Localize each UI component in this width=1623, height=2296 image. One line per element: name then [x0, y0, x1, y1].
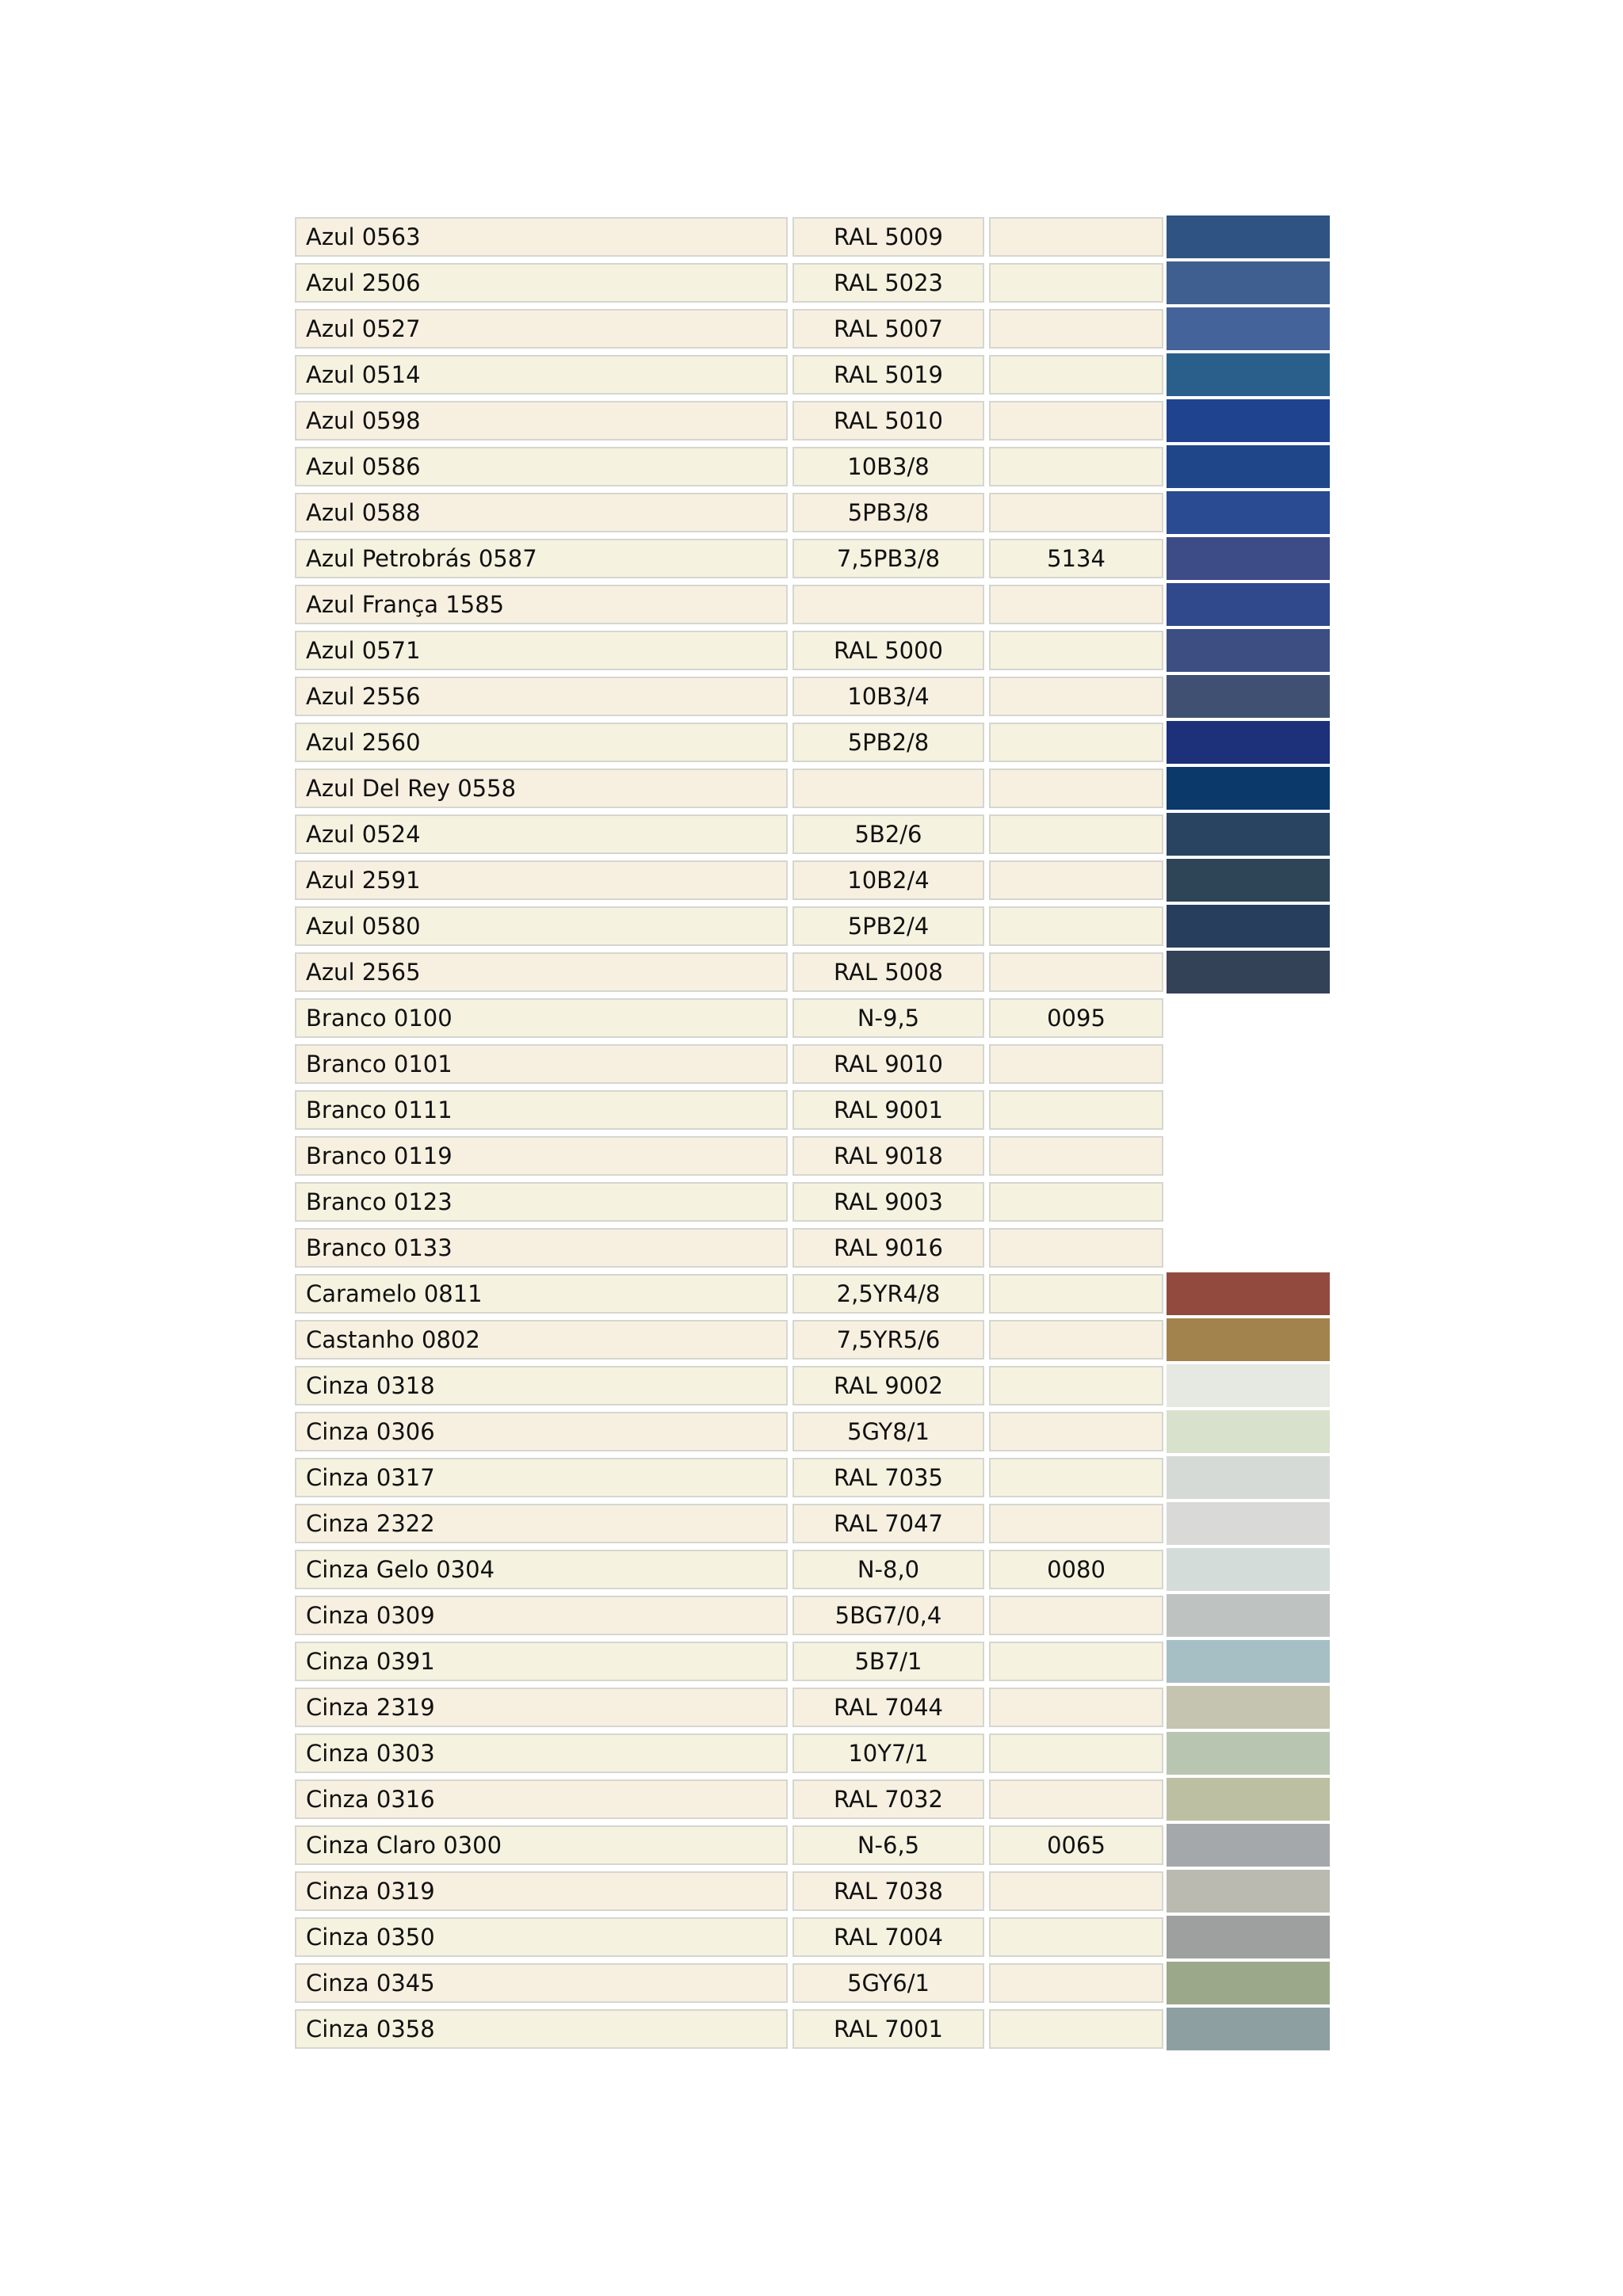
color-code-cell: N-9,5 [792, 998, 984, 1038]
color-name-cell: Cinza 0319 [295, 1871, 788, 1911]
color-code-cell: 5PB2/8 [792, 723, 984, 762]
color-table [295, 215, 1330, 2054]
color-swatch [1167, 537, 1330, 580]
table-row [295, 767, 1330, 813]
color-name-cell: Cinza 0309 [295, 1596, 788, 1635]
table-row [295, 261, 1330, 307]
color-code-cell: RAL 9001 [792, 1090, 984, 1130]
color-name-cell: Cinza 0303 [295, 1733, 788, 1773]
color-code-cell: RAL 7001 [792, 2009, 984, 2049]
color-reference-cell [989, 447, 1163, 486]
table-row [295, 307, 1330, 353]
color-code-cell: RAL 5000 [792, 631, 984, 670]
color-code-cell: 5PB3/8 [792, 493, 984, 532]
color-name-cell: Castanho 0802 [295, 1320, 788, 1360]
color-swatch [1167, 1364, 1330, 1407]
color-name-cell: Azul 2506 [295, 263, 788, 303]
color-reference-cell [989, 906, 1163, 946]
table-row [295, 445, 1330, 491]
color-code-cell: 10B3/8 [792, 447, 984, 486]
table-row [295, 1089, 1330, 1135]
color-swatch [1167, 1318, 1330, 1361]
table-row [295, 399, 1330, 445]
color-reference-cell [989, 1044, 1163, 1084]
color-code-cell: N-6,5 [792, 1825, 984, 1865]
color-swatch [1167, 307, 1330, 350]
color-swatch [1167, 1732, 1330, 1775]
color-reference-cell [989, 952, 1163, 992]
color-swatch [1167, 1548, 1330, 1591]
color-reference-cell [989, 401, 1163, 441]
color-name-cell: Azul Del Rey 0558 [295, 769, 788, 808]
color-reference-cell [989, 585, 1163, 624]
color-code-cell: RAL 5019 [792, 355, 984, 395]
color-code-cell: RAL 5023 [792, 263, 984, 303]
color-reference-cell [989, 1642, 1163, 1681]
color-name-cell: Azul 2556 [295, 677, 788, 716]
color-reference-cell [989, 1182, 1163, 1222]
color-swatch [1167, 491, 1330, 534]
color-swatch [1167, 583, 1330, 626]
color-reference-cell [989, 309, 1163, 349]
color-name-cell: Azul 0586 [295, 447, 788, 486]
color-name-cell: Azul 2565 [295, 952, 788, 992]
color-swatch [1167, 1640, 1330, 1683]
color-swatch [1167, 1502, 1330, 1545]
color-swatch [1167, 353, 1330, 396]
color-reference-cell [989, 1274, 1163, 1314]
color-reference-cell [989, 1596, 1163, 1635]
color-swatch [1167, 629, 1330, 672]
color-name-cell: Azul 2591 [295, 860, 788, 900]
color-code-cell: RAL 7004 [792, 1917, 984, 1957]
table-row [295, 629, 1330, 675]
color-name-cell: Azul 0524 [295, 814, 788, 854]
color-swatch [1167, 1778, 1330, 1821]
color-code-cell: 7,5PB3/8 [792, 539, 984, 578]
table-row [295, 1962, 1330, 2008]
color-code-cell: 5BG7/0,4 [792, 1596, 984, 1635]
color-code-cell: RAL 9010 [792, 1044, 984, 1084]
color-code-cell: 5GY8/1 [792, 1412, 984, 1451]
color-name-cell: Branco 0133 [295, 1228, 788, 1268]
color-name-cell: Azul 0580 [295, 906, 788, 946]
table-row [295, 1870, 1330, 1916]
color-name-cell: Cinza 0316 [295, 1779, 788, 1819]
table-row [295, 997, 1330, 1043]
color-reference-cell [989, 1871, 1163, 1911]
color-reference-cell [989, 1366, 1163, 1405]
color-swatch [1167, 215, 1330, 258]
color-swatch [1167, 2008, 1330, 2050]
color-code-cell [792, 769, 984, 808]
color-swatch [1167, 951, 1330, 994]
table-row [295, 1916, 1330, 1962]
color-swatch [1167, 1916, 1330, 1958]
color-name-cell: Cinza 0345 [295, 1963, 788, 2003]
table-row [295, 1824, 1330, 1870]
color-swatch [1167, 399, 1330, 442]
color-reference-cell [989, 860, 1163, 900]
table-row [295, 721, 1330, 767]
color-code-cell: RAL 9016 [792, 1228, 984, 1268]
color-name-cell: Azul 0514 [295, 355, 788, 395]
color-swatch [1167, 261, 1330, 304]
color-name-cell: Azul 0563 [295, 217, 788, 257]
color-reference-cell: 0065 [989, 1825, 1163, 1865]
color-reference-cell [989, 814, 1163, 854]
color-code-cell: RAL 7044 [792, 1688, 984, 1727]
color-code-cell: RAL 5009 [792, 217, 984, 257]
table-row [295, 1732, 1330, 1778]
color-swatch [1167, 1686, 1330, 1729]
table-row [295, 813, 1330, 859]
color-swatch [1167, 1962, 1330, 2004]
color-code-cell: 5GY6/1 [792, 1963, 984, 2003]
color-code-cell: RAL 7047 [792, 1504, 984, 1543]
color-reference-cell [989, 723, 1163, 762]
color-reference-cell [989, 1917, 1163, 1957]
table-row [295, 2008, 1330, 2054]
table-row [295, 1778, 1330, 1824]
color-reference-cell [989, 631, 1163, 670]
color-name-cell: Azul Petrobrás 0587 [295, 539, 788, 578]
color-swatch [1167, 813, 1330, 856]
table-row [295, 537, 1330, 583]
color-name-cell: Cinza 0391 [295, 1642, 788, 1681]
color-reference-cell [989, 2009, 1163, 2049]
color-reference-cell [989, 1412, 1163, 1451]
color-reference-cell [989, 493, 1163, 532]
color-reference-cell [989, 1228, 1163, 1268]
table-row [295, 1410, 1330, 1456]
table-row [295, 1548, 1330, 1594]
color-code-cell: 10B3/4 [792, 677, 984, 716]
color-code-cell: 10B2/4 [792, 860, 984, 900]
table-row [295, 905, 1330, 951]
color-code-cell: 10Y7/1 [792, 1733, 984, 1773]
color-name-cell: Cinza Claro 0300 [295, 1825, 788, 1865]
color-name-cell: Cinza 2319 [295, 1688, 788, 1727]
color-name-cell: Azul 2560 [295, 723, 788, 762]
color-code-cell: 5B2/6 [792, 814, 984, 854]
table-row [295, 1226, 1330, 1272]
color-name-cell: Branco 0111 [295, 1090, 788, 1130]
table-row [295, 491, 1330, 537]
color-name-cell: Azul 0588 [295, 493, 788, 532]
color-swatch [1167, 721, 1330, 764]
table-row [295, 1594, 1330, 1640]
color-code-cell: RAL 5007 [792, 309, 984, 349]
color-reference-cell [989, 1090, 1163, 1130]
color-swatch [1167, 859, 1330, 902]
color-swatch [1167, 675, 1330, 718]
color-code-cell: RAL 9018 [792, 1136, 984, 1176]
color-code-cell: RAL 5010 [792, 401, 984, 441]
table-row [295, 1686, 1330, 1732]
color-reference-cell [989, 1688, 1163, 1727]
color-code-cell: N-8,0 [792, 1550, 984, 1589]
color-name-cell: Cinza 0358 [295, 2009, 788, 2049]
table-row [295, 1640, 1330, 1686]
color-name-cell: Branco 0123 [295, 1182, 788, 1222]
color-code-cell: 2,5YR4/8 [792, 1274, 984, 1314]
color-reference-cell [989, 263, 1163, 303]
color-name-cell: Azul 0571 [295, 631, 788, 670]
table-row [295, 1135, 1330, 1180]
color-reference-cell [989, 1504, 1163, 1543]
table-row [295, 215, 1330, 261]
color-swatch [1167, 1410, 1330, 1453]
color-name-cell: Cinza Gelo 0304 [295, 1550, 788, 1589]
table-row [295, 1180, 1330, 1226]
color-reference-cell [989, 1458, 1163, 1497]
color-swatch [1167, 1272, 1330, 1315]
color-code-cell: RAL 7038 [792, 1871, 984, 1911]
color-swatch [1167, 1456, 1330, 1499]
table-row [295, 1272, 1330, 1318]
color-reference-cell [989, 1136, 1163, 1176]
table-row [295, 1456, 1330, 1502]
table-row [295, 859, 1330, 905]
color-code-cell: 5B7/1 [792, 1642, 984, 1681]
color-code-cell: 5PB2/4 [792, 906, 984, 946]
color-name-cell: Cinza 2322 [295, 1504, 788, 1543]
color-swatch [1167, 1870, 1330, 1913]
color-code-cell: RAL 9003 [792, 1182, 984, 1222]
color-swatch [1167, 1594, 1330, 1637]
color-reference-cell [989, 1733, 1163, 1773]
color-name-cell: Cinza 0318 [295, 1366, 788, 1405]
color-code-cell [792, 585, 984, 624]
color-reference-cell [989, 355, 1163, 395]
color-name-cell: Cinza 0317 [295, 1458, 788, 1497]
color-swatch [1167, 905, 1330, 948]
color-swatch [1167, 767, 1330, 810]
color-code-cell: 7,5YR5/6 [792, 1320, 984, 1360]
color-reference-cell: 0095 [989, 998, 1163, 1038]
color-code-cell: RAL 7035 [792, 1458, 984, 1497]
table-row [295, 1318, 1330, 1364]
table-row [295, 353, 1330, 399]
color-name-cell: Azul 0527 [295, 309, 788, 349]
color-name-cell: Caramelo 0811 [295, 1274, 788, 1314]
color-code-cell: RAL 7032 [792, 1779, 984, 1819]
table-row [295, 951, 1330, 997]
table-row [295, 1043, 1330, 1089]
color-reference-cell: 5134 [989, 539, 1163, 578]
color-name-cell: Azul França 1585 [295, 585, 788, 624]
color-name-cell: Cinza 0350 [295, 1917, 788, 1957]
color-swatch [1167, 445, 1330, 488]
color-reference-cell [989, 217, 1163, 257]
color-reference-cell [989, 677, 1163, 716]
color-swatch [1167, 1824, 1330, 1867]
color-name-cell: Branco 0119 [295, 1136, 788, 1176]
color-code-cell: RAL 9002 [792, 1366, 984, 1405]
table-row [295, 1502, 1330, 1548]
color-name-cell: Branco 0100 [295, 998, 788, 1038]
color-name-cell: Branco 0101 [295, 1044, 788, 1084]
table-row [295, 583, 1330, 629]
color-code-cell: RAL 5008 [792, 952, 984, 992]
color-reference-cell [989, 1963, 1163, 2003]
color-reference-cell [989, 1779, 1163, 1819]
color-reference-cell [989, 769, 1163, 808]
color-reference-cell: 0080 [989, 1550, 1163, 1589]
table-row [295, 1364, 1330, 1410]
color-name-cell: Azul 0598 [295, 401, 788, 441]
table-row [295, 675, 1330, 721]
color-name-cell: Cinza 0306 [295, 1412, 788, 1451]
color-reference-cell [989, 1320, 1163, 1360]
